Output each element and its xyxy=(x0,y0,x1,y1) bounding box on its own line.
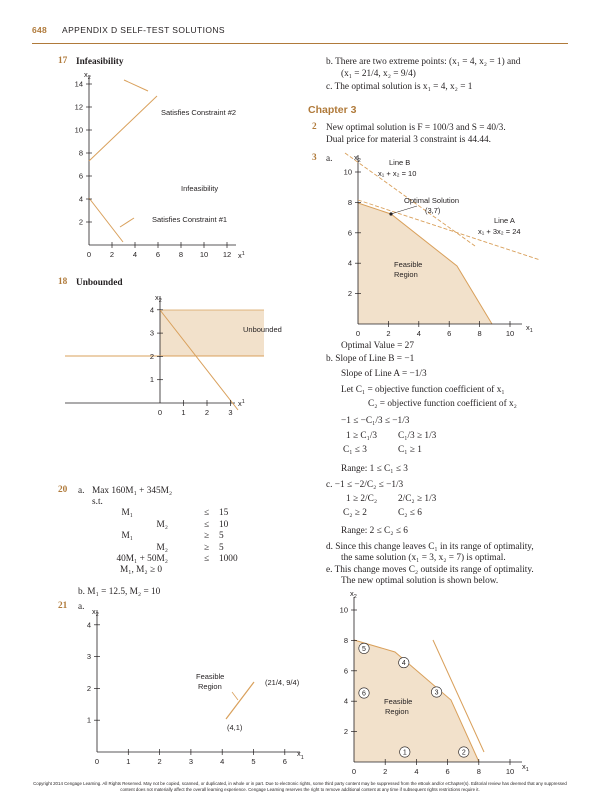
chart17-leader-c2 xyxy=(124,80,148,91)
chart-18 xyxy=(65,293,282,410)
problem-17-number: 17 xyxy=(58,56,68,66)
c3a-y-tick-label: 6 xyxy=(347,228,352,238)
chart18-annot-unbounded: Unbounded xyxy=(243,325,282,334)
chart3a-annot-linea-eq: x₁ + 3x₂ = 24 xyxy=(478,227,521,236)
c3e-y-tick-label: 10 xyxy=(339,605,348,615)
ch3-ineq2b: C₁/3 ≥ 1/3 xyxy=(398,431,437,441)
chart-3e xyxy=(350,589,529,773)
p17-x-tick-label: 6 xyxy=(155,250,161,259)
ch3-c-line1: c. −1 ≤ −2/C₂ ≤ −1/3 xyxy=(326,480,404,490)
ch3-c-ineq3a: C₂ ≥ 2 xyxy=(343,508,367,518)
chart17-line-c1 xyxy=(89,198,123,242)
optimal-value: Optimal Value = 27 xyxy=(341,341,414,351)
running-header: APPENDIX D SELF-TEST SOLUTIONS xyxy=(62,25,225,35)
chapter-3-heading: Chapter 3 xyxy=(308,104,357,116)
ch3-ineq2a: 1 ≥ C₁/3 xyxy=(346,431,378,441)
p17-x-tick-label: 10 xyxy=(199,250,209,259)
p21-y-tick-label: 4 xyxy=(86,620,91,630)
constraint-op: ≤ xyxy=(204,519,210,530)
c3a-x-tick-label: 8 xyxy=(477,329,482,338)
ch3-range2: Range: 2 ≤ C₂ ≤ 6 xyxy=(341,526,408,536)
chart-3a xyxy=(345,153,540,334)
vertex-label: 1 xyxy=(402,749,407,757)
ch3-ineq3b: C₁ ≥ 1 xyxy=(398,445,422,455)
chart3a-annot-linea: Line A xyxy=(494,216,515,225)
p18-x-tick-label: 3 xyxy=(228,408,233,417)
c3e-y-tick-label: 6 xyxy=(343,666,348,676)
problem-21-a-label: a. xyxy=(78,602,85,612)
constraint-lhs: 40M₁ + 50M₂ xyxy=(116,554,168,564)
ch3-q2-number: 2 xyxy=(312,122,317,132)
ch3-c-ineq2b: 2/C₂ ≥ 1/3 xyxy=(398,494,437,504)
ch3-q2-line2: Dual price for material 3 constraint is 44.44. xyxy=(326,135,491,145)
c3a-x-tick-label: 4 xyxy=(416,329,421,338)
p21-y-tick-label: 2 xyxy=(86,683,91,693)
c3a-y-tick-label: 4 xyxy=(347,258,352,268)
p17-b-line2: (x₁ = 21/4, x₂ = 9/4) xyxy=(341,69,416,79)
chart3a-annot-region: Region xyxy=(394,270,418,279)
c3e-x-tick-label: 6 xyxy=(445,767,450,776)
c3a-y-tick-label: 2 xyxy=(347,289,352,299)
problem-20-objective: Max 160M₁ + 345M₂ xyxy=(92,486,173,496)
constraint-lhs: M₁ xyxy=(121,508,133,518)
p17-x-tick-label: 0 xyxy=(86,250,92,259)
p21-x-tick-label: 0 xyxy=(94,757,100,766)
p18-x-tick-label: 0 xyxy=(157,408,163,417)
c3e-x-tick-label: 10 xyxy=(505,767,515,776)
c3a-x-tick-label: 0 xyxy=(355,329,361,338)
vertex-label: 3 xyxy=(434,689,439,697)
ch3-e-line2: The new optimal solution is shown below. xyxy=(341,576,499,586)
vertex-label: 6 xyxy=(362,690,366,698)
chart17-ylabel: $x_2$ xyxy=(84,70,91,81)
chart21-ylabel: $x_2$ xyxy=(92,607,99,618)
chart3e-xlabel: $x_1$ xyxy=(522,762,529,773)
copyright-footer: Copyright 2014 Cengage Learning. All Rights Reserved. May not be copied, scanned, or duplicated, in whole or in part. Due to electronic rights, some third party content may be suppressed from the eBook and/or eChapter(s). Editorial review has deemed that any suppressed content does not materially affect the overall learning experience. Cengage Learning reserves the right to remove additional content at any time if subsequent rights restrictions require it. xyxy=(33,781,567,792)
p17-y-tick-label: 6 xyxy=(78,171,83,181)
chart3a-annot-opt-pt: (3,7) xyxy=(425,206,441,215)
p18-x-tick-label: 2 xyxy=(204,408,210,417)
constraint-rhs: 5 xyxy=(219,531,224,541)
chart-21 xyxy=(92,607,304,761)
ch3-q3-a: a. xyxy=(326,154,333,164)
ch3-let2: C₂ = objective function coefficient of x₂ xyxy=(368,399,517,409)
ch3-c-ineq2a: 1 ≥ 2/C₂ xyxy=(346,494,378,504)
chart21-annot-feasible: Feasible xyxy=(196,672,225,681)
constraint-rhs: 15 xyxy=(219,508,229,518)
problem-21-number: 21 xyxy=(58,601,68,611)
problem-20-a-label: a. xyxy=(78,486,85,496)
constraint-op: ≥ xyxy=(204,542,210,553)
p21-y-tick-label: 3 xyxy=(86,652,91,662)
vertex-label: 2 xyxy=(461,749,466,757)
ch3-d-line1: d. Since this change leaves C₁ in its range of optimality, xyxy=(326,542,534,552)
page-number: 648 xyxy=(32,25,48,35)
chart3e-ylabel: $x_2$ xyxy=(350,589,357,600)
p17-y-tick-label: 8 xyxy=(78,148,83,158)
chart21-leader xyxy=(232,692,238,700)
c3e-x-tick-label: 4 xyxy=(414,767,419,776)
ch3-let1: Let C₁ = objective function coefficient of x₁ xyxy=(341,385,505,395)
c3a-x-tick-label: 10 xyxy=(505,329,515,338)
constraint-op: ≥ xyxy=(204,531,210,541)
chart21-point-label-1: (4,1) xyxy=(227,723,243,732)
chart21-point-label-2: (21/4, 9/4) xyxy=(265,678,300,687)
ch3-d-line2: the same solution (x₁ = 3, x₂ = 7) is optimal. xyxy=(341,553,506,563)
p18-y-tick-label: 4 xyxy=(149,305,154,315)
problem-17-title: Infeasibility xyxy=(76,57,124,67)
p21-x-tick-label: 4 xyxy=(220,757,225,766)
p17-x-tick-label: 8 xyxy=(178,250,184,259)
p21-x-tick-label: 5 xyxy=(251,757,256,766)
p21-x-tick-label: 3 xyxy=(188,757,193,766)
p21-x-tick-label: 2 xyxy=(157,757,162,766)
c3e-x-tick-label: 2 xyxy=(383,767,388,776)
chart17-leader-c1 xyxy=(120,218,134,227)
p18-x-tick-label: 1 xyxy=(181,408,186,417)
chart17-annot-infeasibility: Infeasibility xyxy=(181,184,219,193)
chart18-xlabel: $x^1$ xyxy=(238,399,245,408)
vertex-label: 5 xyxy=(362,645,366,653)
c3e-x-tick-label: 0 xyxy=(351,767,357,776)
p17-x-tick-label: 2 xyxy=(109,250,115,259)
chart3a-xlabel: $x_1$ xyxy=(526,323,533,334)
chart3a-annot-feasible: Feasible xyxy=(394,260,423,269)
p21-x-tick-label: 6 xyxy=(282,757,287,766)
constraint-op: ≤ xyxy=(204,508,210,518)
p17-x-tick-label: 4 xyxy=(132,250,138,259)
ch3-b-line2: Slope of Line A = −1/3 xyxy=(341,369,427,379)
chart17-annot-c1: Satisfies Constraint #1 xyxy=(152,215,228,224)
c3e-y-tick-label: 2 xyxy=(343,727,348,737)
constraint-lhs: M₁ xyxy=(121,531,133,541)
constraint-op: ≤ xyxy=(204,554,210,564)
ch3-b-line1: b. Slope of Line B = −1 xyxy=(326,354,415,364)
chart3e-annot-region: Region xyxy=(385,707,409,716)
chart3a-feasible-region xyxy=(358,203,492,324)
p17-y-tick-label: 12 xyxy=(74,102,83,112)
c3e-y-tick-label: 8 xyxy=(343,635,348,645)
problem-20-number: 20 xyxy=(58,485,68,495)
problem-20-b: b. M₁ = 12.5, M₂ = 10 xyxy=(78,587,161,597)
ch3-range1: Range: 1 ≤ C₁ ≤ 3 xyxy=(341,464,408,474)
p17-x-tick-label: 12 xyxy=(222,250,232,259)
p17-y-tick-label: 4 xyxy=(78,194,83,204)
constraint-rhs: 1000 xyxy=(219,554,238,564)
c3a-y-tick-label: 10 xyxy=(343,167,352,177)
chart3a-annot-lineb: Line B xyxy=(389,158,411,167)
vertex-label: 4 xyxy=(401,660,406,668)
chart18-ylabel: $x_2$ xyxy=(155,293,162,304)
chart3a-ylabel: $x_2$ xyxy=(354,153,361,164)
chart3a-leader-opt xyxy=(391,206,417,214)
problem-18-number: 18 xyxy=(58,277,68,287)
c3e-y-tick-label: 4 xyxy=(343,696,348,706)
chart3a-annot-opt: Optimal Solution xyxy=(404,196,460,205)
constraint-rhs: 10 xyxy=(219,519,229,530)
chart3e-annot-feasible: Feasible xyxy=(384,697,413,706)
c3a-y-tick-label: 8 xyxy=(347,197,352,207)
constraint-lhs: M₂ xyxy=(156,542,168,553)
chart17-xlabel: $x^1$ xyxy=(238,251,245,260)
ch3-q2-line1: New optimal solution is F = 100/3 and S = 40/3. xyxy=(326,123,506,133)
c3e-x-tick-label: 8 xyxy=(476,767,481,776)
ch3-e-line1: e. This change moves C₂ outside its range of optimality. xyxy=(326,565,534,575)
ch3-ineq1: −1 ≤ −C₁/3 ≤ −1/3 xyxy=(341,416,410,426)
problem-20-st: s.t. xyxy=(92,497,103,507)
chart17-annot-c2: Satisfies Constraint #2 xyxy=(161,108,237,117)
p18-y-tick-label: 2 xyxy=(149,351,154,361)
p17-y-tick-label: 14 xyxy=(74,79,83,89)
p17-y-tick-label: 10 xyxy=(74,125,83,135)
p18-y-tick-label: 3 xyxy=(149,328,154,338)
problem-18-title: Unbounded xyxy=(76,278,123,288)
ch3-c-ineq3b: C₂ ≤ 6 xyxy=(398,508,422,518)
chart21-annot-region: Region xyxy=(198,682,222,691)
p17-c: c. The optimal solution is x₁ = 4, x₂ = 1 xyxy=(326,82,473,92)
constraint-lhs: M₂ xyxy=(156,519,168,530)
chart3a-annot-lineb-eq: x₁ + x₂ = 10 xyxy=(378,169,417,178)
constraint-rhs: 5 xyxy=(219,542,224,553)
p17-b-line1: b. There are two extreme points: (x₁ = 4, x₂ = 1) and xyxy=(326,57,521,67)
chart21-feasible-segment xyxy=(226,682,254,719)
chart-17 xyxy=(84,70,245,260)
ch3-ineq3a: C₁ ≤ 3 xyxy=(343,445,367,455)
ch3-q3-number: 3 xyxy=(312,153,317,163)
chart21-xlabel: $x_1$ xyxy=(297,749,304,761)
p21-y-tick-label: 1 xyxy=(86,715,91,725)
c3a-x-tick-label: 6 xyxy=(447,329,452,338)
p17-y-tick-label: 2 xyxy=(78,217,83,227)
p18-y-tick-label: 1 xyxy=(149,375,154,385)
c3a-x-tick-label: 2 xyxy=(386,329,391,338)
problem-20-nonneg: M₁, M₂ ≥ 0 xyxy=(120,565,163,575)
p21-x-tick-label: 1 xyxy=(126,757,131,766)
chart17-line-c2 xyxy=(89,96,157,161)
